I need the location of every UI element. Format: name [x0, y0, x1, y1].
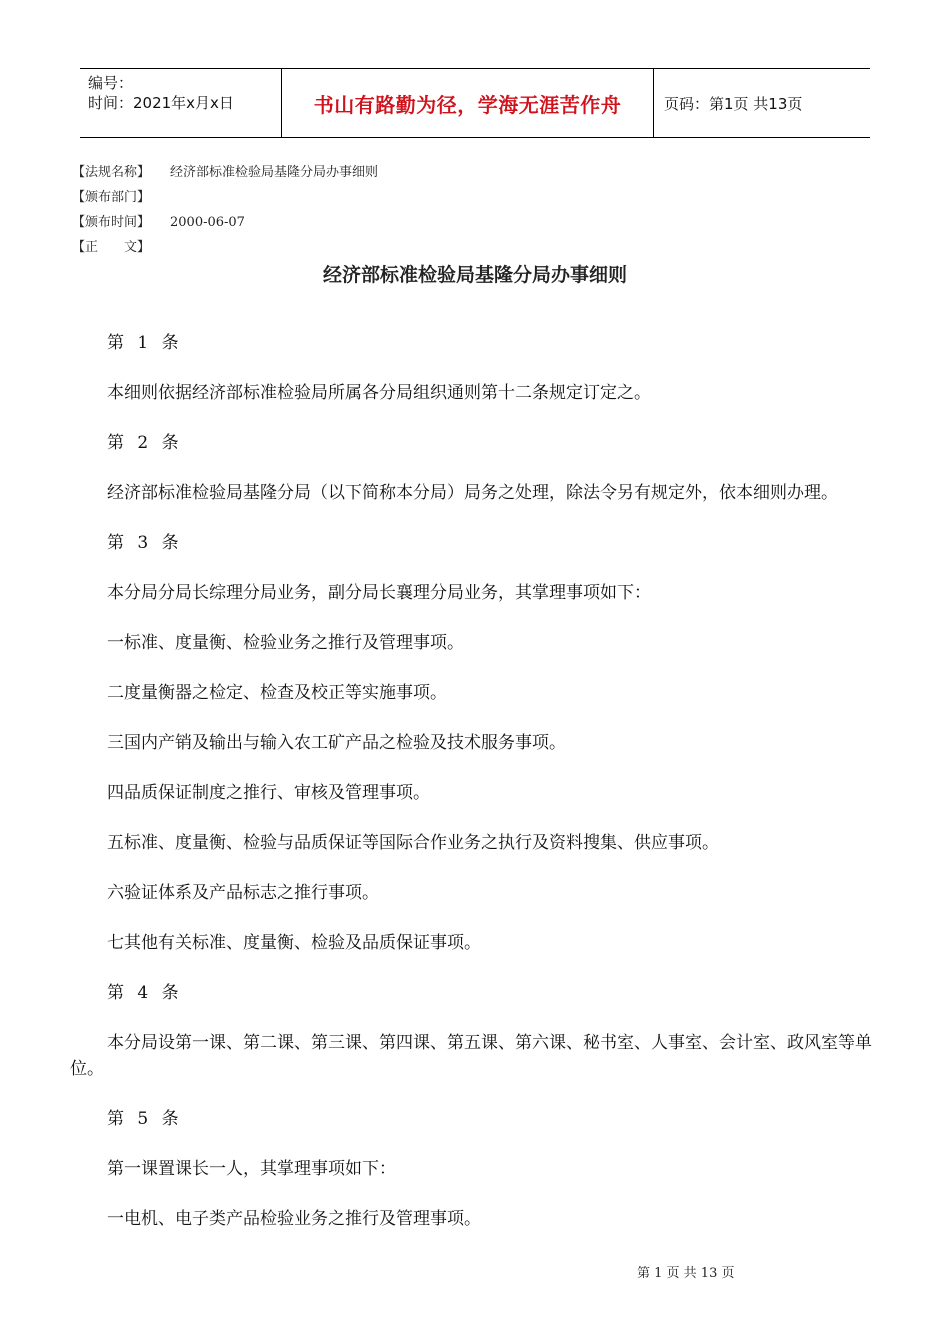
page-footer: 第 1 页 共 13 页 [637, 1266, 735, 1281]
body-paragraph: 三国内产销及输出与输入农工矿产品之检验及技术服务事项。 [107, 733, 566, 753]
meta-key: 【法规名称】 [72, 165, 151, 180]
meta-row-date [72, 210, 378, 235]
body-paragraph: 本分局设第一课、第二课、第三课、第四课、第五课、第六课、秘书室、人事室、会计室、政风室等单位。 [70, 1033, 872, 1079]
body-paragraph: 一标准、度量衡、检验业务之推行及管理事项。 [107, 633, 464, 653]
document-time-label: 时间：2021年x月x日 [88, 94, 234, 112]
header-table [80, 68, 870, 138]
body-paragraph: 二度量衡器之检定、检查及校正等实施事项。 [107, 683, 447, 703]
meta-key: 【颁布时间】 [72, 215, 151, 230]
meta-value: 经济部标准检验局基隆分局办事细则 [170, 165, 379, 180]
article-heading: 第 2 条 [107, 433, 183, 453]
header-motto: 书山有路勤为径，学海无涯苦作舟 [282, 69, 654, 137]
meta-row-body [72, 235, 378, 260]
article-heading: 第 3 条 [107, 533, 183, 553]
meta-row-department [72, 185, 378, 210]
header-page-info: 页码：第1页 共13页 [664, 94, 803, 113]
body-paragraph: 本细则依据经济部标准检验局所属各分局组织通则第十二条规定订定之。 [107, 383, 651, 403]
article-heading: 第 5 条 [107, 1109, 183, 1129]
document-title: 经济部标准检验局基隆分局办事细则 [322, 264, 627, 286]
body-paragraph: 一电机、电子类产品检验业务之推行及管理事项。 [107, 1209, 481, 1229]
body-paragraph: 七其他有关标准、度量衡、检验及品质保证事项。 [107, 933, 481, 953]
article-heading: 第 1 条 [107, 333, 183, 353]
meta-value: 2000-06-07 [170, 215, 245, 230]
article-heading: 第 4 条 [107, 983, 183, 1003]
document-body [70, 330, 875, 1256]
body-paragraph: 第一课置课长一人，其掌理事项如下： [107, 1159, 396, 1179]
regulation-meta [72, 160, 378, 260]
body-paragraph: 经济部标准检验局基隆分局（以下简称本分局）局务之处理，除法令另有规定外，依本细则办理。 [107, 483, 838, 503]
header-left-cell [80, 69, 282, 137]
meta-key: 【正 文】 [72, 240, 151, 255]
body-paragraph: 五标准、度量衡、检验与品质保证等国际合作业务之执行及资料搜集、供应事项。 [107, 833, 719, 853]
meta-row-name [72, 160, 378, 185]
body-paragraph: 本分局分局长综理分局业务，副分局长襄理分局业务，其掌理事项如下： [107, 583, 651, 603]
body-paragraph: 六验证体系及产品标志之推行事项。 [107, 883, 379, 903]
body-paragraph: 四品质保证制度之推行、审核及管理事项。 [107, 783, 430, 803]
meta-key: 【颁布部门】 [72, 190, 151, 205]
document-number-label: 编号： [88, 74, 134, 92]
